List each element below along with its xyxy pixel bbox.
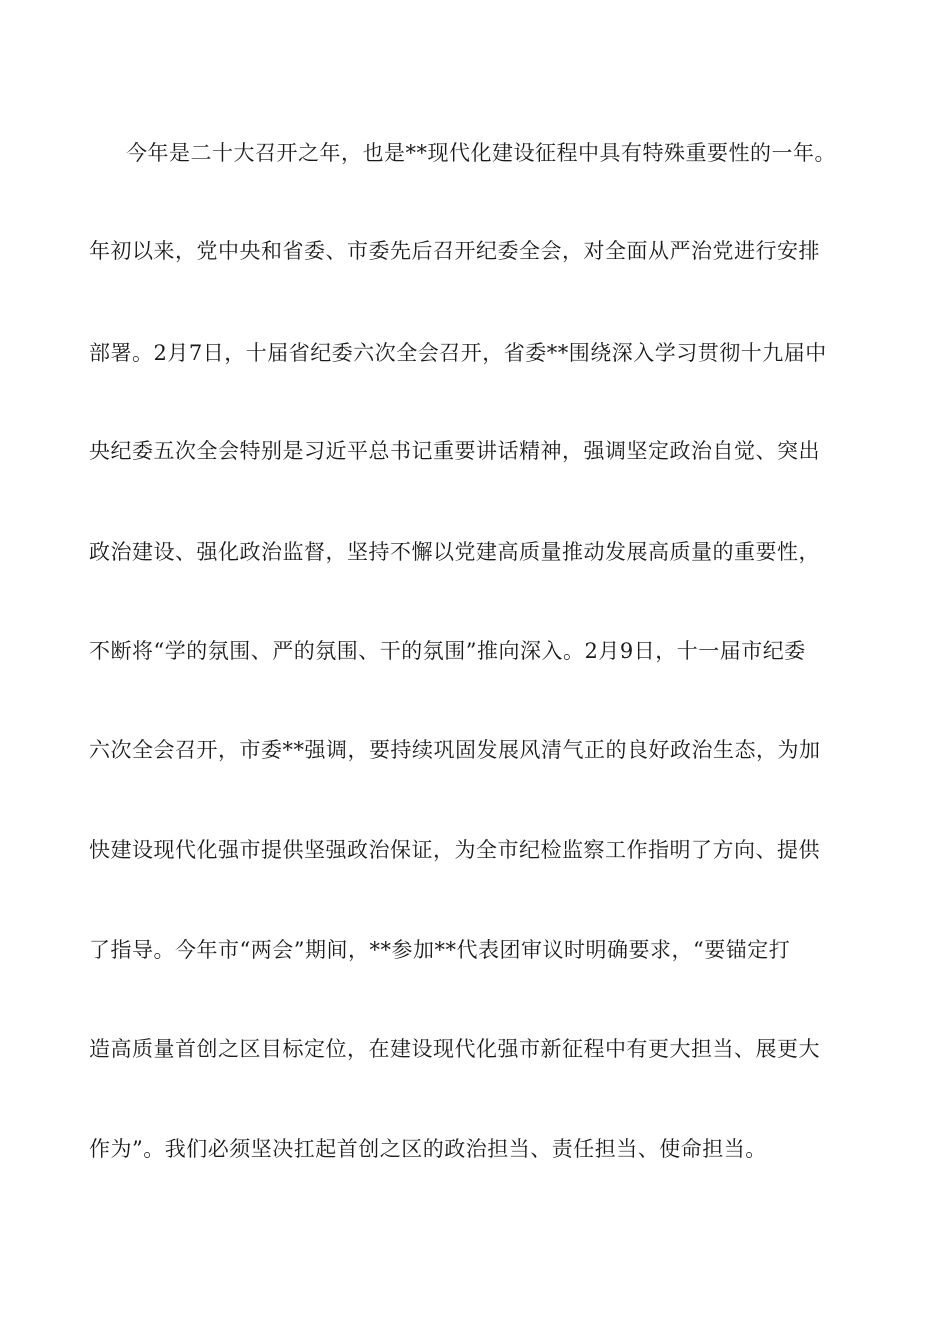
paragraph-line-5: 政治建设、强化政治监督，坚持不懈以党建高质量推动发展高质量的重要性， bbox=[89, 540, 820, 564]
paragraph-line-1: 今年是二十大召开之年，也是**现代化建设征程中具有特殊重要性的一年。 bbox=[126, 141, 836, 165]
paragraph-line-9: 了指导。今年市“两会”期间，**参加**代表团审议时明确要求，“要锚定打 bbox=[89, 938, 791, 962]
paragraph-line-6: 不断将“学的氛围、严的氛围、干的氛围”推向深入。2月9日，十一届市纪委 bbox=[89, 639, 806, 663]
paragraph-line-3: 部署。2月7日，十届省纪委六次全会召开，省委**围绕深入学习贯彻十九届中 bbox=[89, 341, 827, 365]
paragraph-line-8: 快建设现代化强市提供坚强政治保证，为全市纪检监察工作指明了方向、提供 bbox=[89, 838, 820, 862]
paragraph-line-7: 六次全会召开，市委**强调，要持续巩固发展风清气正的良好政治生态，为加 bbox=[89, 738, 821, 762]
paragraph-line-11: 作为”。我们必须坚决扛起首创之区的政治担当、责任担当、使命担当。 bbox=[89, 1137, 767, 1161]
paragraph-line-10: 造高质量首创之区目标定位，在建设现代化强市新征程中有更大担当、展更大 bbox=[89, 1037, 820, 1061]
paragraph-line-4: 央纪委五次全会特别是习近平总书记重要讲话精神，强调坚定政治自觉、突出 bbox=[89, 439, 820, 463]
paragraph-line-2: 年初以来，党中央和省委、市委先后召开纪委全会，对全面从严治党进行安排 bbox=[89, 239, 820, 263]
